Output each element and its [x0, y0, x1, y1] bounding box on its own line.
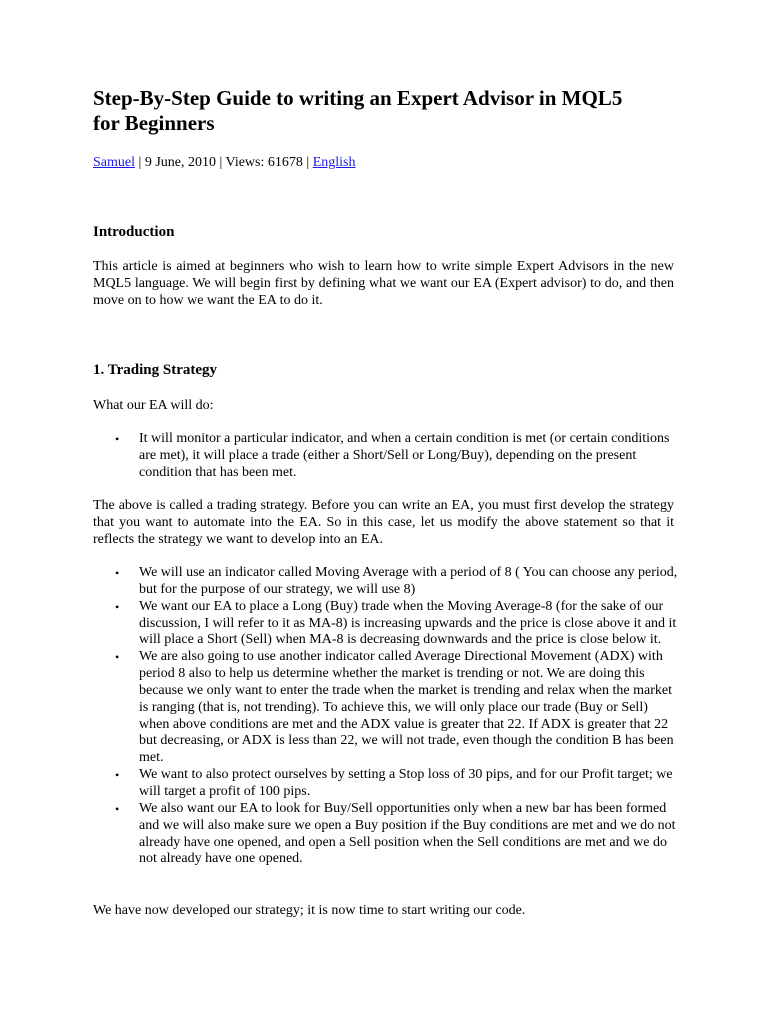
bullet-icon: •	[115, 432, 120, 446]
list-item	[93, 431, 678, 482]
bullet-icon: •	[115, 768, 120, 783]
strategy-bullet-list-1	[93, 431, 678, 482]
list-item-text: We want our EA to place a Long (Buy) trade when the Moving Average-8 (for the sake of our discussion, I will refer to it as MA-8) is increasing upwards and the price is close above it and it will place a Short (Sell) when MA-8 is decreasing downwards and the price is close below it.	[139, 598, 677, 648]
list-item-text: It will monitor a particular indicator, and when a certain condition is met (or certain conditions are met), it will place a trade (either a Short/Sell or Long/Buy), depending on the present condition that has been met.	[139, 431, 670, 480]
strategy-bullet-list-2	[93, 565, 678, 868]
list-item-text: We are also going to use another indicator called Average Directional Movement (ADX) with period 8 also to help us determine whether the market is trending or not. We are doing this because we only want to enter the trade when the market is trending and relax when the market is ranging (that is, not trending). To achieve this, we will only place our trade (Buy or Sell) when above conditions are met and the ADX value is greater that 22. If ADX is greater that 22 but decreasing, or ADX is less than 22, we will not trade, even though the condition B has been met.	[139, 649, 674, 766]
article-title: Step-By-Step Guide to writing an Expert Advisor in MQL5 for Beginners	[93, 86, 623, 135]
article-meta	[93, 154, 355, 171]
meta-separator: |	[135, 155, 145, 170]
list-item	[93, 649, 678, 767]
list-item	[93, 767, 678, 801]
publish-date: 9 June, 2010	[144, 155, 216, 170]
trading-strategy-heading: 1. Trading Strategy	[93, 362, 218, 378]
bullet-icon: •	[115, 650, 120, 665]
bullet-icon: •	[115, 801, 120, 816]
language-link[interactable]: English	[312, 155, 356, 170]
bullet-icon: •	[115, 599, 120, 614]
list-item-text: We will use an indicator called Moving Average with a period of 8 ( You can choose any period, but for the purpose of our strategy, we will use 8)	[139, 565, 678, 597]
strategy-paragraph: The above is called a trading strategy. Before you can write an EA, you must first develop the strategy that you want to automate into the EA. So in this case, let us modify the above statement so that it reflects the strategy we want to develop into an EA.	[93, 498, 674, 547]
meta-separator: |	[215, 155, 226, 170]
list-item-text: We also want our EA to look for Buy/Sell opportunities only when a new bar has been formed and we will also make sure we open a Buy position if the Buy conditions are met and we do not already have one opened, and open a Sell position when the Sell conditions are met and we do not already have one opened.	[139, 800, 676, 867]
view-count: Views: 61678	[225, 155, 303, 170]
introduction-paragraph: This article is aimed at beginners who wish to learn how to write simple Expert Advisors in the new MQL5 language. We will begin first by defining what we want our EA (Expert advisor) to do, and then move on to how we want the EA to do it.	[93, 259, 674, 308]
meta-separator: |	[302, 155, 313, 170]
list-item	[93, 599, 678, 650]
introduction-heading: Introduction	[93, 224, 175, 240]
author-link[interactable]: Samuel	[93, 155, 135, 170]
closing-paragraph: We have now developed our strategy; it is now time to start writing our code.	[93, 903, 526, 918]
list-item-text: We want to also protect ourselves by setting a Stop loss of 30 pips, and for our Profit target; we will target a profit of 100 pips.	[139, 767, 673, 799]
list-item	[93, 801, 678, 868]
list-item	[93, 565, 678, 599]
bullet-icon: •	[115, 566, 120, 580]
strategy-intro: What our EA will do:	[93, 398, 214, 413]
